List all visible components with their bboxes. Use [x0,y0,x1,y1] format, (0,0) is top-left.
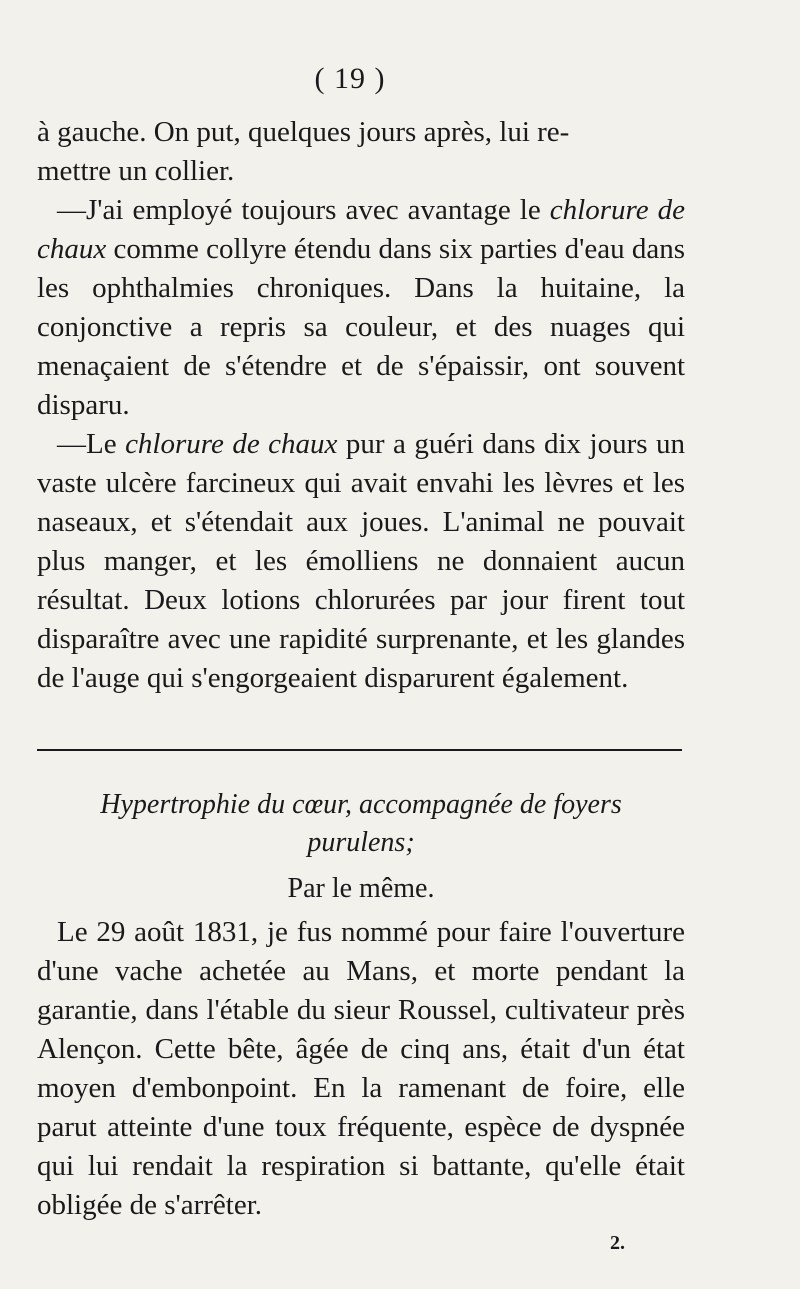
paragraph-autopsy: Le 29 août 1831, je fus nommé pour faire l'ouverture d'une vache achetée au Mans, et morte pendant la garantie, dans l'étable du sieur Roussel, cultivateur près Alençon. Cette bête, âgée de cinq ans, était d'un état moyen d'embonpoint. En la ramenant de foire, elle parut atteinte d'une toux fréquente, espèce de dyspnée qui lui rendait la respiration si battante, qu'elle était obligée de s'arrêter. [37,916,685,1221]
section-divider [37,749,682,751]
page-number: ( 19 ) [314,62,386,95]
line-1: à gauche. On put, quelques jours après, lui re- [37,116,570,148]
section-heading: Hypertrophie du cœur, accompagnée de foyers purulens; [100,789,622,858]
upper-text [37,113,685,698]
paragraph-ulcere: —Le chlorure de chaux pur a guéri dans dix jours un vaste ulcère farcineux qui avait envahi les lèvres et les naseaux, et s'étendait aux joues. L'animal ne pouvait plus manger, et les émolliens ne donnaient aucun résultat. Deux lotions chlorurées par jour firent tout disparaître avec une rapidité surprenante, et les glandes de l'auge qui s'engorgeaient disparurent également. [37,428,685,694]
signature-mark: 2. [610,1232,625,1254]
paragraph-collyre: —J'ai employé toujours avec avantage le chlorure de chaux comme collyre étendu dans six parties d'eau dans les ophthalmies chroniques. Dans la huitaine, la conjonctive a repris sa couleur, et des nuages qui menaçaient de s'étendre et de s'épaissir, ont souvent disparu. [37,194,685,421]
byline: Par le même. [287,873,435,904]
line-2: mettre un collier. [37,155,235,187]
lower-text [37,913,685,1225]
